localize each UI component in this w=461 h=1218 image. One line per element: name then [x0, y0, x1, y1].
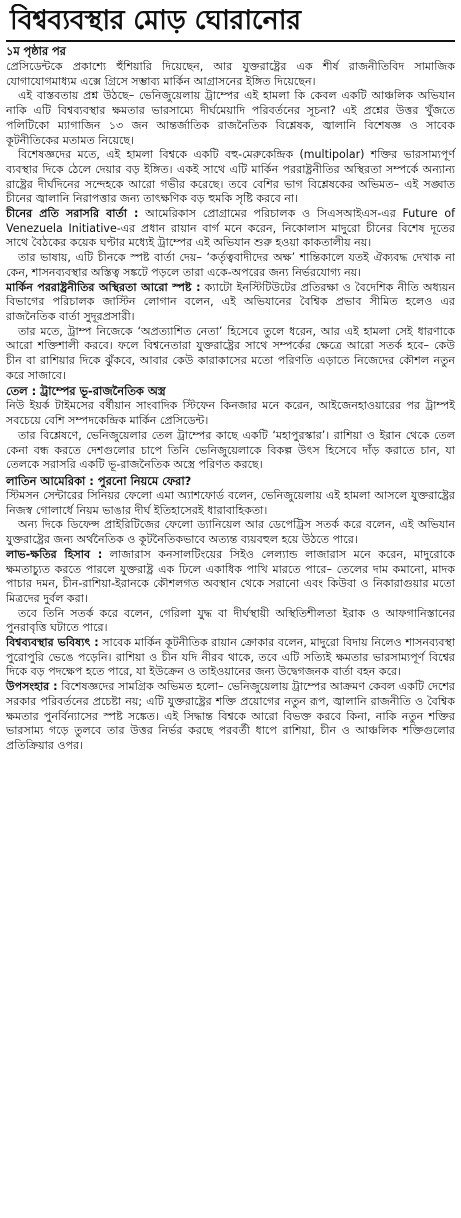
section-text: সাবেক মার্কিন কূটনীতিক রায়ান ক্রোকার বলেন, মাদুরো বিদায় নিলেও শাসনব্যবস্থা পুরোপুরি ভেঙে পড়েনি। রাশিয়া ও চীন যদি নীরব থাকে, তবে এটি সত্যিই ক্ষমতার ভারসাম্যপূর্ণ বিশ্বের দিকে বড় পদক্ষেপ হতে পারে, যা ইউক্রেন ও তাইওয়ানের জন্য উদ্বেগজনক বার্তা বহন করে।: [6, 636, 455, 679]
paragraph: এই বাস্তবতায় প্রশ্ন উঠছে– ভেনিজুয়েলায় ট্রাম্পের এই হামলা কি কেবল একটি আঞ্চলিক অভিযান নাকি এটি বিশ্বব্যবস্থার ক্ষমতার ভারসাম্যে দীর্ঘমেয়াদি পরিবর্তনের সূচনা? এই প্রশ্নের উত্তর খুঁজতে পলিটিকো ম্যাগাজিন ১৩ জন আন্তর্জাতিক রাজনৈতিক বিশ্লেষক, জ্বালানি বিশেষজ্ঞ ও সাবেক কূটনীতিকের মতামত নিয়েছে।: [6, 89, 455, 147]
continued-label: ১ম পৃষ্ঠার পর: [6, 45, 66, 58]
paragraph: তার মতে, ট্রাম্প নিজেকে ‘অপ্রত্যাশিত নেতা’ হিসেবে তুলে ধরেন, আর এই হামলা সেই ধারণাকে আরো শক্তিশালী করবে। ফলে বিশ্বনেতারা যুক্তরাষ্ট্রের সাথে সম্পর্কের ক্ষেত্রে আরো সতর্ক হবে– কেউ চীন বা রাশিয়ার দিকে ঝুঁকবে, আবার কেউ কারাকাসের মতো পরিণতি এড়াতে নিজেদের কৌশল নতুন করে সাজাবে।: [6, 324, 455, 382]
section-text: ক্যাটো ইনস্টিটিউটের প্রতিরক্ষা ও বৈদেশিক নীতি অধ্যয়ন বিভাগের পরিচালক জাস্টিন লোগান বলেন, এই অভিযানের বৈশ্বিক প্রভাব সীমিত হলেও এর রাজনৈতিক বার্তা সুদূরপ্রসারী।: [6, 280, 456, 323]
section-heading-us-policy: মার্কিন পররাষ্ট্রনীতির অস্থিরতা আরো স্পষ্ট :: [6, 280, 201, 294]
headline: বিশ্বব্যবস্থার মোড় ঘোরানোর: [6, 4, 455, 42]
section-paragraph: [6, 636, 455, 680]
section-heading-china-message: চীনের প্রতি সরাসরি বার্তা :: [6, 207, 139, 221]
section-heading-cost-benefit: লাভ-ক্ষতির হিসাব :: [6, 547, 103, 561]
paragraph: তার ভাষায়, এটি চীনকে স্পষ্ট বার্তা দেয়– ‘কর্তৃত্ববাদীদের অক্ষ’ শান্তিকালে যতই ঐক্যবদ্ধ দেখাক না কেন, শাসনব্যবস্থার অস্তিত্ব সঙ্কটে পড়লে তারা একে-অপরের জন্য নির্ভরযোগ্য নয়।: [6, 251, 455, 279]
section-heading-latin-america: লাতিন আমেরিকা : পুরনো নিয়মে ফেরা?: [6, 473, 192, 488]
section-paragraph: [6, 281, 455, 325]
paragraph: নিউ ইয়র্ক টাইমসের বর্ষীয়ান সাংবাদিক স্টিফেন কিনজার মনে করেন, আইজেনহাওয়ারের পর ট্রাম্পই সবচেয়ে বেশি সম্পদকেন্দ্রিক মার্কিন প্রেসিডেন্ট।: [6, 399, 455, 428]
section-paragraph: [6, 207, 455, 251]
paragraph: স্টিমসন সেন্টারের সিনিয়র ফেলো এমা অ্যাশফোর্ড বলেন, ভেনিজুয়েলায় এই হামলা আসলে যুক্তরাষ্ট্রের নিজস্ব গোলার্ধে নিয়ম ভাঙার দীর্ঘ ইতিহাসেরই ধারাবাহিকতা।: [6, 488, 455, 517]
paragraph: প্রেসিডেন্টকে প্রকাশ্যে হুঁশিয়ারি দিয়েছেন, আর যুক্তরাষ্ট্রের এক শীর্ষ রাজনীতিবিদ সামাজিক যোগাযোগমাধ্যম এক্সে গ্রিসে সম্ভাব্য মার্কিন আগ্রাসনের ইঙ্গিত দিয়েছেন।: [6, 60, 455, 88]
paragraph: তবে তিনি সতর্ক করে বলেন, গেরিলা যুদ্ধ বা দীর্ঘস্থায়ী অস্থিতিশীলতা ইরাক ও আফগানিস্তানের পুনরাবৃত্তি ঘটাতে পারে।: [6, 606, 455, 635]
section-heading-oil: তেল : ট্রাম্পের ভূ-রাজনৈতিক অস্ত্র: [6, 384, 166, 399]
section-paragraph: [6, 680, 455, 754]
section-paragraph: [6, 548, 455, 607]
section-heading-world-order: বিশ্বব্যবস্থার ভবিষ্যৎ :: [6, 636, 99, 650]
section-text: আমেরিকাস প্রোগ্রামের পরিচালক ও সিএসআইএস-এর Future of Venezuela Initiative-এর প্রধান রায়ান বার্গ মনে করেন, নিকোলাস মাদুরো চীনের বিশেষ দূতের সাথে বৈঠকের কয়েক ঘণ্টার মধ্যেই ট্রাম্পের এই অভিযান শুরু হওয়া কাকতালীয় নয়।: [6, 207, 455, 250]
paragraph: অন্য দিকে ডিফেন্স প্রাইরিটিজের ফেলো ড্যানিয়েল আর ডেপেট্রিস সতর্ক করে বলেন, এই অভিযান যুক্তরাষ্ট্রের জন্য অর্থনৈতিক ও কূটনৈতিকভাবে অত্যন্ত ব্যয়বহুল হয়ে উঠতে পারে।: [6, 518, 455, 547]
paragraph: তার বিশ্লেষণে, ভেনিজুয়েলার তেল ট্রাম্পের কাছে একটি ‘মহাপুরস্কার’। রাশিয়া ও ইরান থেকে তেল কেনা বন্ধ করতে দেশগুলোর চাপে তিনি ভেনিজুয়েলাকে বিকল্প উৎস হিসেবে দাঁড় করাতে চান, যা তেলকে সরাসরি একটি ভূ-রাজনৈতিক অস্ত্রে পরিণত করছে।: [6, 428, 455, 472]
section-text: লাজারাস কনসালটিংয়ের সিইও লেল্যান্ড লাজারাস মনে করেন, মাদুরোকে ক্ষমতাচ্যুত করতে পারলে যুক্তরাষ্ট্র এক ঢিলে একাধিক পাখি মারতে পারে– তেলের দাম কমানো, মাদক পাচার দমন, চীন-রাশিয়া-ইরানকে কৌশলগত অবস্থান থেকে সরানো এবং কিউবা ও নিকারাগুয়ার মতো মিত্রদের দুর্বল করা।: [6, 547, 455, 605]
section-text: বিশেষজ্ঞদের সামগ্রিক অভিমত হলো– ভেনিজুয়েলায় ট্রাম্পের আক্রমণ কেবল একটি দেশের সরকার পরিবর্তনের প্রচেষ্টা নয়; এটি যুক্তরাষ্ট্রের শক্তি প্রয়োগের নতুন রূপ, জ্বালানি রাজনীতি ও বৈশ্বিক ক্ষমতার পুনর্বিন্যাসের স্পষ্ট সঙ্কেত। এই সিদ্ধান্ত বিশ্বকে আরো বিভক্ত করবে কিনা, নাকি নতুন শক্তির ভারসাম্য গড়ে তুলবে তার উত্তর নির্ভর করছে পরবর্তী ধাপে রাশিয়া, চীন ও আঞ্চলিক শক্তিগুলোর প্রতিক্রিয়ার ওপর।: [6, 680, 455, 752]
paragraph: বিশেষজ্ঞদের মতে, এই হামলা বিশ্বকে একটি বহু-মেরুকেন্দ্রিক (multipolar) শক্তির ভারসাম্যপূর্ণ ব্যবস্থার দিকে ঠেলে দেয়ার বড় ইঙ্গিত। একই সাথে এটি মার্কিন পররাষ্ট্রনীতির অস্থিরতা সম্পর্কে অন্যান্য রাষ্ট্রের দীর্ঘদিনের সন্দেহকে আরো গভীর করেছে। তবে বেশির ভাগ বিশ্লেষকের অভিমত– এই সঙ্ঘাত চীনের জ্বালানি নিরাপত্তার জন্য তাৎক্ষণিক বড় হুমকি সৃষ্টি করবে না।: [6, 148, 455, 206]
section-heading-conclusion: উপসংহার :: [6, 680, 58, 694]
